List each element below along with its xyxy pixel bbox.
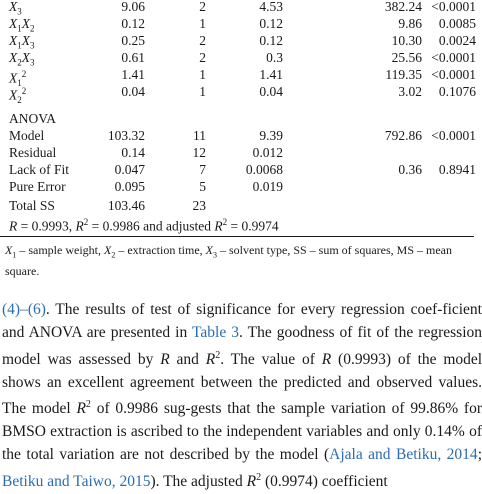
citation-link[interactable]: Ajala and Betiku, 2014 xyxy=(329,446,478,464)
x3-definition: – solvent type, SS – sum of squares, MS xyxy=(220,243,415,257)
row-df: 1 xyxy=(199,84,206,99)
fit-connector-text: and adjusted xyxy=(143,218,211,234)
equation-link[interactable]: (4)–(6) xyxy=(2,301,46,318)
table-row xyxy=(0,32,474,49)
row-source: $X_2^2$ xyxy=(9,86,27,106)
row-ms: 1.41 xyxy=(259,67,283,82)
table-row xyxy=(0,15,474,32)
table-row xyxy=(0,197,474,214)
row-ms: 0.3 xyxy=(266,50,283,65)
row-p: <0.0001 xyxy=(431,128,476,143)
row-source: $X_3$ xyxy=(9,0,22,17)
paragraph-text: ; xyxy=(477,446,482,464)
table-row xyxy=(0,0,474,15)
row-source: Total SS xyxy=(9,198,55,213)
x1-definition: – sample weight, xyxy=(19,243,101,257)
ms-definition: – mean square. xyxy=(5,243,453,279)
row-source: $X_1X_2$ xyxy=(9,16,35,34)
row-source: $X_1X_3$ xyxy=(9,33,35,51)
row-f: 0.36 xyxy=(398,162,422,177)
table-row xyxy=(0,127,474,144)
row-source: Pure Error xyxy=(9,179,66,194)
table-footnote: $X_1$ – sample weight, $X_2$ – extraction time, $X_3$ – solvent type, SS – sum of squares, MS – mean square. xyxy=(5,243,453,279)
paragraph-text: . The goodness of fit of the regression model was assessed by xyxy=(2,323,482,368)
r-value: 0.9993 xyxy=(31,218,69,234)
paragraph-text: (0.9974) coefficient xyxy=(264,473,388,491)
row-source: Residual xyxy=(9,145,57,160)
row-ms: 0.019 xyxy=(252,179,283,194)
row-ms: 4.53 xyxy=(259,0,283,14)
row-ss: 0.095 xyxy=(114,179,145,194)
table-link[interactable]: Table 3 xyxy=(192,323,240,341)
row-f: 10.30 xyxy=(391,33,422,48)
table-row xyxy=(0,83,476,106)
fit-statistics-note: R = 0.9993, $R^2 = 0.9986$ and adjusted $R^2 = 0.9974$ xyxy=(9,217,279,234)
paragraph-text: . The results of test of significance for every regression coef-ficient and ANOVA are presented in xyxy=(2,301,482,341)
row-f: 792.86 xyxy=(384,128,422,143)
row-source: Model xyxy=(9,128,45,143)
row-df: 5 xyxy=(199,179,206,194)
row-p: 0.1076 xyxy=(438,84,476,99)
table-row xyxy=(0,49,474,66)
row-df: 2 xyxy=(199,50,206,65)
row-df: 2 xyxy=(199,33,206,48)
row-f: 25.56 xyxy=(391,50,422,65)
row-p: 0.8941 xyxy=(438,162,476,177)
citation-link[interactable]: Betiku and Taiwo, 2015 xyxy=(2,473,151,491)
row-df: 1 xyxy=(199,16,206,31)
paragraph-text: . The value of xyxy=(220,350,315,368)
paragraph-text: and xyxy=(176,350,199,368)
row-f: 3.02 xyxy=(398,84,422,99)
row-source: $X_2X_3$ xyxy=(9,50,35,68)
row-df: 2 xyxy=(199,0,206,14)
row-ss: 1.41 xyxy=(121,67,145,82)
row-ms: 0.04 xyxy=(259,84,283,99)
row-source: $X_1^2$ xyxy=(9,69,27,89)
table-bottom-rule xyxy=(0,236,474,237)
row-source: Lack of Fit xyxy=(9,162,69,177)
row-p: 0.0024 xyxy=(438,33,476,48)
paragraph-text: ). The adjusted xyxy=(150,473,243,491)
row-ms: 0.0068 xyxy=(245,162,283,177)
paragraph-text: of 0.9986 sug-gests that the sample variation of 99.86% for BMSO extraction is ascribed to the independent variables and only 0.14% of the total variation are not described by the model ( xyxy=(2,400,482,464)
table-row xyxy=(0,161,474,178)
row-p: <0.0001 xyxy=(431,67,476,82)
adj-r2-value: 0.9974 xyxy=(241,218,279,234)
row-p: 0.0085 xyxy=(438,16,476,31)
row-f: 119.35 xyxy=(385,67,422,82)
row-ss: 0.04 xyxy=(121,84,145,99)
table-row xyxy=(0,110,474,127)
table-row xyxy=(0,178,474,195)
section-heading: ANOVA xyxy=(9,111,57,126)
row-ss: 0.047 xyxy=(114,162,145,177)
row-ss: 0.14 xyxy=(121,145,145,160)
row-ss: 103.46 xyxy=(107,198,145,213)
row-ss: 0.12 xyxy=(121,16,145,31)
row-ms: 0.12 xyxy=(259,16,283,31)
row-ss: 9.06 xyxy=(121,0,145,14)
table-row xyxy=(0,144,474,161)
row-df: 1 xyxy=(199,67,206,82)
row-ms: 0.012 xyxy=(252,145,283,160)
row-p: <0.0001 xyxy=(431,50,476,65)
row-f: 382.24 xyxy=(384,0,422,14)
row-ms: 9.39 xyxy=(259,128,283,143)
row-df: 11 xyxy=(193,128,206,143)
row-p: <0.0001 xyxy=(431,0,476,14)
row-f: 9.86 xyxy=(398,16,422,31)
paragraph-text: (0.9993) of the model shows an excellent agreement between the predicted and observed values. The model xyxy=(2,350,482,418)
row-ss: 0.61 xyxy=(121,50,145,65)
r2-value: 0.9986 xyxy=(102,218,140,234)
row-df: 23 xyxy=(192,198,206,213)
row-df: 12 xyxy=(192,145,206,160)
row-ss: 0.25 xyxy=(121,33,145,48)
body-paragraph: (4)–(6). The results of test of significance for every regression coef-ficient and ANOVA are presented in Table 3. The goodness of fit of the regression model was assessed by R and $R^2$. The value of R (0.9993) of the model shows an excellent agreement between the predicted and observed values. The model $R^2$ of 0.9986 sug-gests that the sample variation of 99.86% for BMSO extraction is ascribed to the independent variables and only 0.14% of the total variation are not described by the model (Ajala and Betiku, 2014; Betiku and Taiwo, 2015). The adjusted $R^2$ (0.9974) coefficient xyxy=(2,301,482,491)
row-ss: 103.32 xyxy=(107,128,145,143)
row-ms: 0.12 xyxy=(259,33,283,48)
row-df: 7 xyxy=(199,162,206,177)
table-row xyxy=(0,66,476,89)
x2-definition: – extraction time, xyxy=(118,243,203,257)
